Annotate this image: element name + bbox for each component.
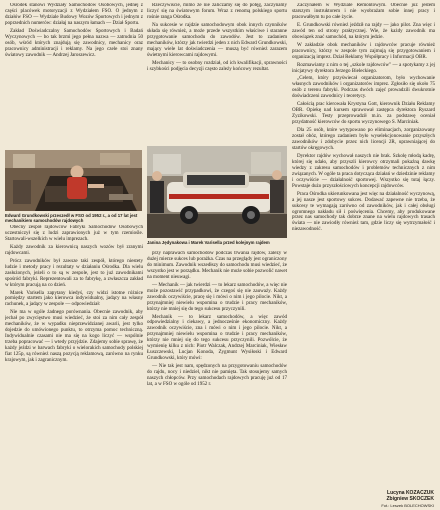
photo-mechanic-illustration [5,150,142,211]
paragraph: Zaczynałem w Wydziale Remontowym. Obecnie już jestem starszym instruktorem i nie wyobrażam sobie innej pracy i pracowałbym tu po całe życie. [292,3,435,20]
paragraph: E. Grundkowski również jeździł na rajdy — jako pilot. Zna więc i zawód ten od strony praktycznej. Wie, że każdy zawodnik ma obowiązek znać samochód, na którym jedzie. [292,21,435,40]
paragraph: Rozmawiamy z nim o tej „szkole rajdowców" — a spotykamy z jej inicjatywy dyrektora Jerzego Bieleckiego. [292,61,435,74]
photo-caption-2: Janina Jędynakowa i Marek Varisella przed kolejnym rajdem [147,240,270,245]
paragraph: Nie ma w ogóle żadnego porównania. Obecnie zawodnik, aby jechał po zwycięstwo musi wiedzieć, że stoi za nim cały zespół mechaników, że w wypadku nieprzewidzianej awarii, jest tylko dojedzie do umówionego punktu, to otrzyma pomoc techniczną. Indywidualnie czasami nie ma się na kogo liczyć — wspólnie trzeba popracować — i wtedy przyjdzie. Zdajemy sobie sprawę, że każdy jeździ w barwach fabryki o wielorakich samochody polskiej fiat 125p, są również naszą pozycją reklamową, zarówno na rynku krajowym, jak i zagranicznym. [5,309,143,364]
photo-caption-1: Edward Grundkowski przeszedł w FSO od 1952 r., a od 17 lat jest mechanikiem samochodów rajdowych [5,213,138,223]
paragraph: — Nie tak jest nam, spędzonych na przygotowaniu samochodów do rajdu, nocy i niedziel, nikt nie pamięta. Tak stosujemy samych naszych chłopców. Przy samochodach rajdowych pracuję już od 17 lat, a w FSO w ogóle od 1952 r. [147,363,287,388]
photo-mechanic-at-car [5,150,142,211]
paragraph: W zakładzie obok mechaników i rajdowców pracuje również pracownicy, którzy w zespole tym zajmują się przygotowaniem i organizacją imprez. Dział Reklamy Współpracy i Informacji OBR. [292,41,435,60]
paragraph: Mechanicy — to osobny rozdział, od ich kwalifikacji, sprawności i szybkości podjęcia decyzji często zależy końcowy rezultat. [147,59,287,72]
photo-rally-car-illustration [147,146,287,238]
paragraph: Prócz zawodników był zawsze taki zespół, którego niestety ludzie i metody pracy i rezultaty w działaniu Ośrodka. Dla wielu zasłużonych, jeżeli o to są w zespole, jest to już zawodnikami spośród fabryki. Reprezentowali za to fabrykę, a zwłaszcza zakład w którym pracują na co dzień. [5,257,143,288]
author-signature-1: Lucyna KOZACZUK [387,490,434,496]
photo-rally-car-team [147,146,287,238]
author-signature-2: Zbigniew SKOCZEK [386,496,434,502]
paragraph: przy naprawach samochodów podczas trwania rajdów, zależy w dużej mierze sukces lub porażka. Czas na przeglądy jest ograniczony do minimum. Zawodnik wszedłszy do samochodu musi wiedzieć, że wszystko jest w porządku. Mechanik nie może sobie pozwolić nawet na moment nieuwagi. [147,251,287,280]
paragraph: Ośrodek stanowi Wydziały Samochodów Osobowych, jednej z części placówek motoryzacji z Wydziałem FSO. O jednym z działów FSO — Wydziale Budowy Wozów Sportowych i jednym z poprzednich numerów: działaj na naszym łamach — Dział Sportu. [5,3,143,26]
column-2-top [147,3,287,144]
paragraph: Na sukcesie w rajdzie samochodowym obok innych czynników składa się również, a może przede wszystkim właściwe i staranne przygotowanie samochodu do zawodów. Jest to zadaniem mechaników, którzy jak twierdzi jeden z nich Edward Grundkowski, mający wiele lat doświadczenia — muszą być również zarazem świetnymi kierowcami rajdowymi. [147,21,287,58]
paragraph: Całością prac kierowała Krystyna Gott, kierownik Działu Reklamy OBR. Opiekę nad kursem sprawował zastępca dyrektora Ryszard Zyzikowski. Testy przeprowadził m.in. za podstawę oceniał przydatność kierowców do sportu wyczynowego S. Marciniak. [292,101,435,126]
paragraph: Mechanik — to lekarz samochodów, a więc zawód odpowiedzialny i ciekawy, a jednocześnie ekonomiczny. Każdy zawodnik oczywiście, zna i mówi o nim i jego pilocie. Nikt, a przynajmniej niewielu wspomina o trudzie i pracy mechaników, którzy nie mniej się do tego sukcesu przyczynili. Pozwólcie, że wymienię kilku z nich: Piotr Walczak, Andrzej Marciniak, Wiesław Łuszczewski, Lucjan Konoda, Zygmunt Wysiłoski i Edward Grundkowski, który mówi: [147,313,287,362]
paragraph: — Mechanik — jak twierdzi — to lekarz samochodów, a więc nie może pozostawić przypadkowi, że czegoś się nie zauważy. Każdy zawodnik oczywiście, pracę się i mówi o nim i jego pilocie. Nikt, a przynajmniej niewielu wspomina o trudzie i pracy mechaników, którzy nie mniej się do tego sukcesu przyczynili. [147,281,287,312]
paragraph: Rzeczywiście, mimo że nie zaliczamy się do potęg, zaczynamy liczyć się na światowym forum. Wraz z renomą polskiego sportu rośnie ranga Ośrodka. [147,3,287,20]
photo-credit: Fot.: Leszek BOLECHOWSKI [381,503,434,508]
paragraph: Obecny zespół rajdowców Fabryki Samochodów Osobowych uczestniczył się z ludzi zaprawionych już w tym rzemiośle. Startowali-wszelkich w wielu imprezach. [5,225,143,242]
paragraph: Marek Varisella zapytany kiedyś, czy widzi istotne różnice pomiędzy startem jako kierowca indywidualny, jadący na własny rachunek, a jadący w zespole — odpowiedział: [5,289,143,308]
column-1-bottom [5,225,143,509]
paragraph: Każdy zawodnik za kierownicą naszych wozów był zranymi rajdowcami. [5,243,143,256]
paragraph: Dla 25 osób, które wytypowano po eliminacjach, zorganizowany został obóz, którego zadaniem było wyselekcjonowanie przyszłych zawodników i zdobycie przez nich licencji 2R, uprawniającej do startów okręgowych. [292,127,435,151]
column-3 [292,3,435,508]
column-1-top [5,3,143,146]
paragraph: Praca Ośrodka ukierunkowana jest więc na działalność wyczynową, a jej nasze jest sportowy sukces. Dodawać zapewne nie trzeba, że sukcesy te wymagają zarówno od zawodników, jak i całej obsługi ogromnego nakładu sił i poświęcenia. Chcemy, aby produkowane przez nas samochody tak dobrze znane na wielu rajdowych trasach świata — nie zawiodły również tam, gdzie liczy się wytrzymałość i niezawodność. [292,190,435,233]
column-2-bottom [147,251,287,509]
paragraph: Dyrektor rajdów wychował naszych nie brak. Szkolę młodą kadrę, której się udało, aby przyszli kierowcy otrzymali pokaźną dawkę wiedzy z zakresu samochodów i problemów technicznych z nim związanych. W ogóle ta praca dotycząca działań w dziedzinie reklamy i oczywiście — działalność sportowej. Wszystko się tutaj łączy. Powstaje dużo przyszłościowych koncepcji rajdowców. [292,152,435,189]
paragraph: Zakład Doświadczalny Samochodów Sportowych i Badań Wyczynowych — bo tak brzmi jego pełna nazwa — zatrudnia 50 osób, wśród których znajdują się zawodnicy, mechanicy oraz pracownicy administracji i reklamy. Na jego czele stoi znany światowy zawodnik — Andrzej Jaroszewicz. [5,27,143,58]
paragraph: „Celem, który przyświecał organizatorom, było wychowanie własnych zawodników i organizatorów imprez. Zgłosiło się około 75 osób z terenu fabryki. Podczas dwóch zajęć prowadzili dwukrotnie doświadczeni zawodnicy i teoretycy. [292,75,435,100]
